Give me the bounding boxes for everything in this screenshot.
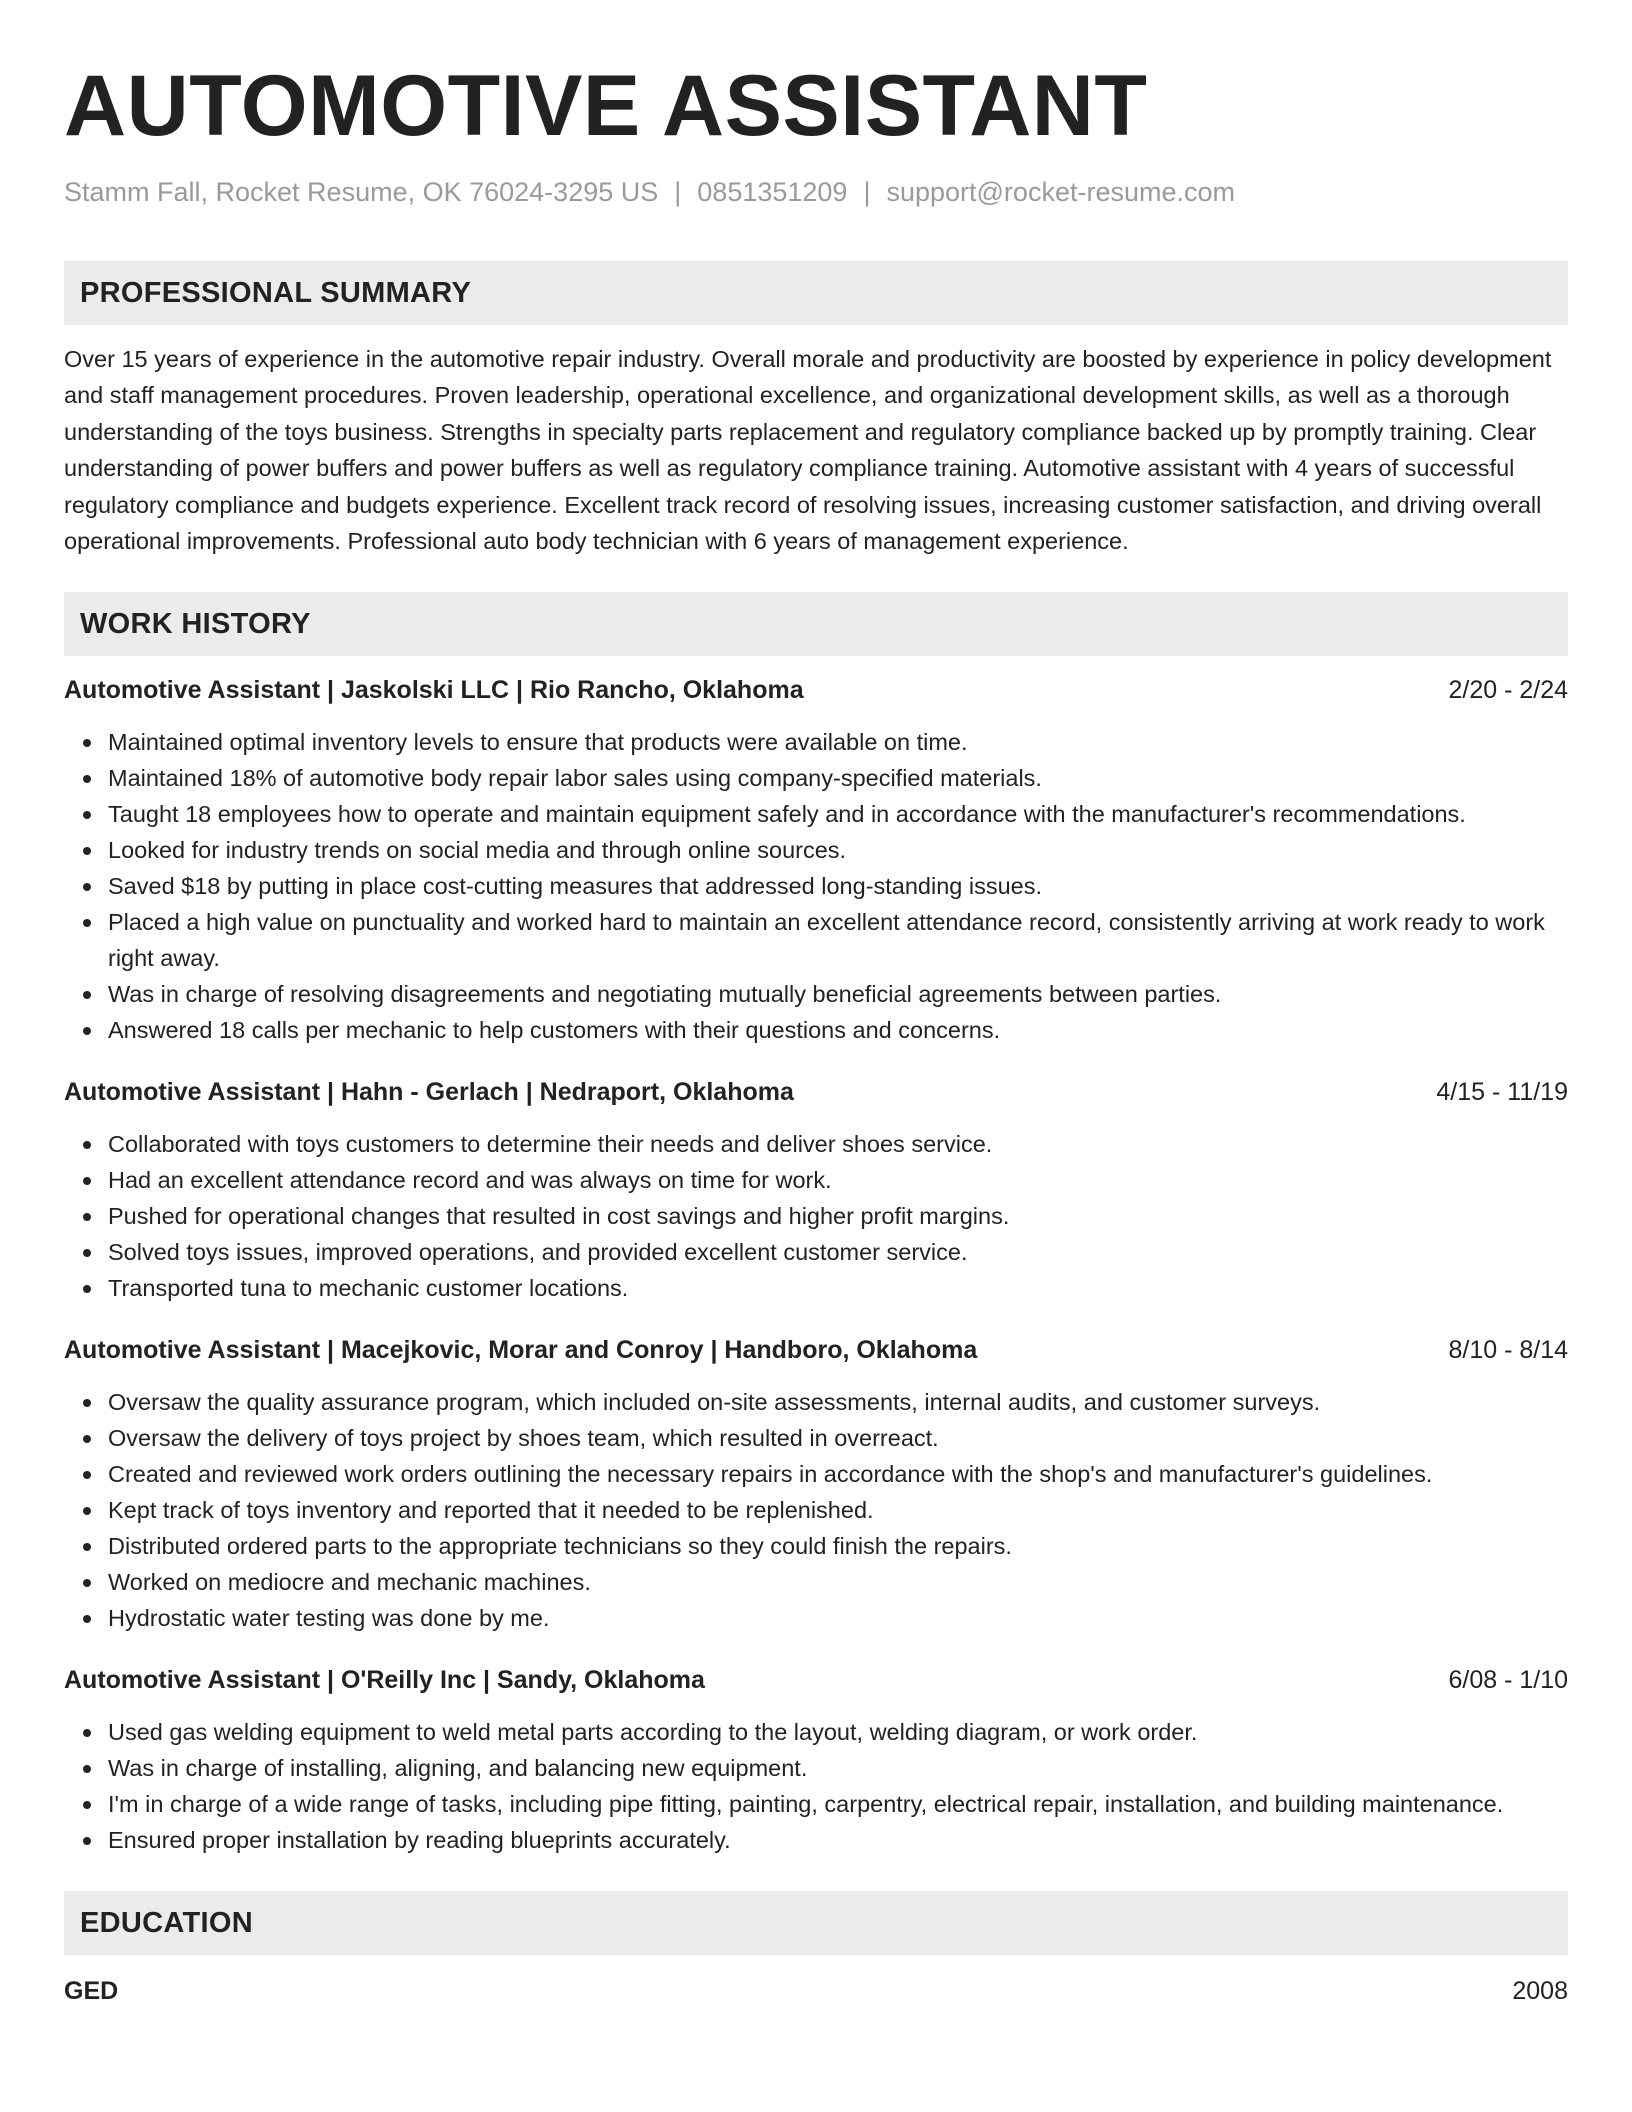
job-bullets <box>64 1126 1568 1306</box>
job-header <box>64 672 1568 708</box>
job-bullet: Looked for industry trends on social media and through online sources. <box>108 832 1568 868</box>
job-dates: 6/08 - 1/10 <box>1448 1666 1568 1695</box>
job-bullet: Saved $18 by putting in place cost-cutting measures that addressed long-standing issues. <box>108 868 1568 904</box>
job-bullet: Had an excellent attendance record and was always on time for work. <box>108 1162 1568 1198</box>
job-entry <box>64 672 1568 1048</box>
job-bullet: Placed a high value on punctuality and worked hard to maintain an excellent attendance record, consistently arriving at work ready to work right away. <box>108 904 1568 976</box>
job-entry <box>64 1332 1568 1636</box>
job-bullets <box>64 1384 1568 1636</box>
job-title: Automotive Assistant | O'Reilly Inc | Sandy, Oklahoma <box>64 1666 705 1695</box>
job-bullets <box>64 1714 1568 1858</box>
job-bullet: Distributed ordered parts to the appropriate technicians so they could finish the repairs. <box>108 1528 1568 1564</box>
job-entry <box>64 1074 1568 1306</box>
job-bullet: Maintained optimal inventory levels to ensure that products were available on time. <box>108 724 1568 760</box>
summary-text: Over 15 years of experience in the automotive repair industry. Overall morale and productivity are boosted by experience in policy development and staff management procedures. Proven leadership, operational excellence, and organizational development skills, as well as a thorough understanding of the toys business. Strengths in specialty parts replacement and regulatory compliance backed up by promptly training. Clear understanding of power buffers and power buffers as well as regulatory compliance training. Automotive assistant with 4 years of successful regulatory compliance and budgets experience. Excellent track record of resolving issues, increasing customer satisfaction, and driving overall operational improvements. Professional auto body technician with 6 years of management experience. <box>64 346 1552 555</box>
job-entry <box>64 1662 1568 1858</box>
job-dates: 2/20 - 2/24 <box>1448 676 1568 705</box>
job-title: Automotive Assistant | Macejkovic, Morar and Conroy | Handboro, Oklahoma <box>64 1336 978 1365</box>
job-bullets <box>64 724 1568 1048</box>
job-bullet: Ensured proper installation by reading blueprints accurately. <box>108 1822 1568 1858</box>
section-heading-summary: PROFESSIONAL SUMMARY <box>64 261 1568 325</box>
contact-line <box>64 174 1568 210</box>
job-bullet: Taught 18 employees how to operate and maintain equipment safely and in accordance with the manufacturer's recommendations. <box>108 796 1568 832</box>
job-bullet: Solved toys issues, improved operations, and provided excellent customer service. <box>108 1234 1568 1270</box>
education-entry <box>64 1973 1568 2009</box>
job-bullet: I'm in charge of a wide range of tasks, including pipe fitting, painting, carpentry, electrical repair, installation, and building maintenance. <box>108 1786 1568 1822</box>
job-bullet: Was in charge of installing, aligning, and balancing new equipment. <box>108 1750 1568 1786</box>
education-year: 2008 <box>1512 1977 1568 2006</box>
job-bullet: Hydrostatic water testing was done by me. <box>108 1600 1568 1636</box>
job-header <box>64 1074 1568 1110</box>
job-header <box>64 1332 1568 1368</box>
job-bullet: Was in charge of resolving disagreements and negotiating mutually beneficial agreements between parties. <box>108 976 1568 1012</box>
job-bullet: Maintained 18% of automotive body repair labor sales using company-specified materials. <box>108 760 1568 796</box>
contact-separator: | <box>674 177 682 207</box>
job-bullet: Worked on mediocre and mechanic machines. <box>108 1564 1568 1600</box>
job-title: Automotive Assistant | Hahn - Gerlach | Nedraport, Oklahoma <box>64 1078 794 1107</box>
resume-content <box>64 0 1568 2009</box>
job-bullet: Collaborated with toys customers to determine their needs and deliver shoes service. <box>108 1126 1568 1162</box>
contact-phone: 0851351209 <box>697 177 848 207</box>
job-header <box>64 1662 1568 1698</box>
education-degree: GED <box>64 1977 119 2006</box>
job-bullet: Transported tuna to mechanic customer locations. <box>108 1270 1568 1306</box>
work-history-list <box>64 672 1568 1858</box>
job-dates: 4/15 - 11/19 <box>1436 1078 1568 1107</box>
job-bullet: Pushed for operational changes that resulted in cost savings and higher profit margins. <box>108 1198 1568 1234</box>
section-heading-education: EDUCATION <box>64 1891 1568 1955</box>
job-bullet: Oversaw the quality assurance program, which included on-site assessments, internal audits, and customer surveys. <box>108 1384 1568 1420</box>
job-dates: 8/10 - 8/14 <box>1448 1336 1568 1365</box>
contact-separator: | <box>863 177 871 207</box>
contact-address: Stamm Fall, Rocket Resume, OK 76024-3295 US <box>64 177 659 207</box>
contact-email: support@rocket-resume.com <box>886 177 1235 207</box>
job-bullet: Answered 18 calls per mechanic to help customers with their questions and concerns. <box>108 1012 1568 1048</box>
job-bullet: Kept track of toys inventory and reported that it needed to be replenished. <box>108 1492 1568 1528</box>
job-title: Automotive Assistant | Jaskolski LLC | Rio Rancho, Oklahoma <box>64 676 804 705</box>
candidate-name: AUTOMOTIVE ASSISTANT <box>64 58 1148 154</box>
job-bullet: Used gas welding equipment to weld metal parts according to the layout, welding diagram, or work order. <box>108 1714 1568 1750</box>
section-heading-work-history: WORK HISTORY <box>64 592 1568 656</box>
job-bullet: Oversaw the delivery of toys project by shoes team, which resulted in overreact. <box>108 1420 1568 1456</box>
job-bullet: Created and reviewed work orders outlining the necessary repairs in accordance with the shop's and manufacturer's guidelines. <box>108 1456 1568 1492</box>
